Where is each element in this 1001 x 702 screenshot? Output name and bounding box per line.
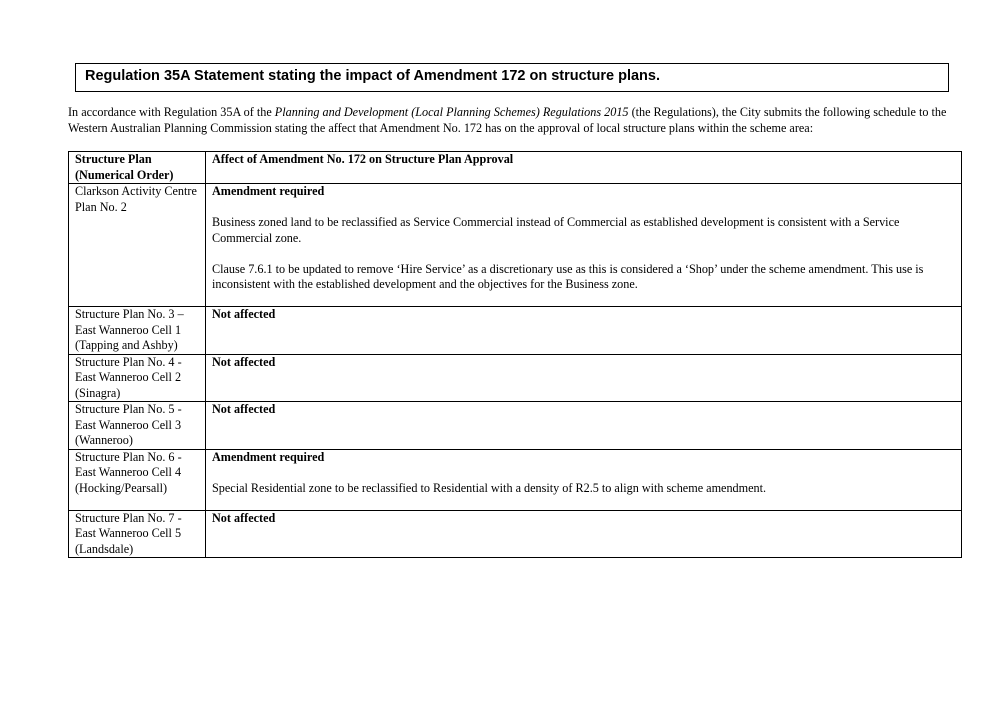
status-label: Amendment required [212, 184, 325, 198]
affect-cell [206, 184, 962, 307]
status-label: Not affected [212, 307, 276, 321]
header-structure-plan-line2: (Numerical Order) [75, 167, 174, 182]
plan-name-cell: Structure Plan No. 6 - East Wanneroo Cell 4 (Hocking/Pearsall) [69, 449, 206, 510]
status-label: Amendment required [212, 449, 325, 464]
table-row [69, 184, 962, 307]
intro-paragraph [68, 105, 973, 136]
affect-paragraph: Business zoned land to be reclassified as Service Commercial instead of Commercial as established development is consistent with a Service Commercial zone. [212, 215, 900, 245]
plan-name-cell: Structure Plan No. 7 - East Wanneroo Cell 5 (Landsdale) [69, 510, 206, 558]
affect-paragraph: Clause 7.6.1 to be updated to remove ‘Hire Service’ as a discretionary use as this is considered a ‘Shop’ under the scheme amendment. This use is inconsistent with the established development and the objectives for the Business zone. [212, 261, 924, 291]
table-row [69, 402, 962, 450]
status-label: Not affected [212, 510, 276, 525]
table-row [69, 354, 962, 402]
table-row [69, 510, 962, 558]
page-title: Regulation 35A Statement stating the impact of Amendment 172 on structure plans. [75, 63, 949, 92]
intro-text-after: (the Regulations), the City submits the following schedule to the Western Australian Planning Commission stating the affect that Amendment No. 172 has on the approval of local structure plans within the scheme area: [68, 105, 947, 135]
structure-plan-table [68, 151, 962, 558]
table-row [69, 307, 962, 355]
intro-regulation-title: Planning and Development (Local Planning Schemes) Regulations 2015 [274, 105, 629, 119]
intro-text-before: In accordance with Regulation 35A of the [68, 105, 275, 119]
table-header-row [69, 152, 962, 184]
table-row [69, 449, 962, 510]
affect-cell [206, 449, 962, 510]
plan-name-cell: Structure Plan No. 4 - East Wanneroo Cell 2 (Sinagra) [69, 354, 206, 402]
affect-paragraph: Special Residential zone to be reclassified to Residential with a density of R2.5 to align with scheme amendment. [212, 480, 767, 495]
status-label: Not affected [212, 402, 276, 416]
header-structure-plan [69, 152, 206, 184]
plan-name-cell: Structure Plan No. 5 - East Wanneroo Cell 3 (Wanneroo) [69, 402, 206, 450]
affect-cell [206, 402, 962, 450]
header-affect: Affect of Amendment No. 172 on Structure Plan Approval [206, 152, 962, 184]
status-label: Not affected [212, 354, 276, 369]
affect-cell [206, 510, 962, 558]
plan-name-cell: Clarkson Activity Centre Plan No. 2 [69, 184, 206, 307]
affect-cell [206, 307, 962, 355]
plan-name-cell: Structure Plan No. 3 – East Wanneroo Cell 1 (Tapping and Ashby) [69, 307, 206, 355]
header-structure-plan-line1: Structure Plan [75, 152, 152, 166]
affect-cell [206, 354, 962, 402]
